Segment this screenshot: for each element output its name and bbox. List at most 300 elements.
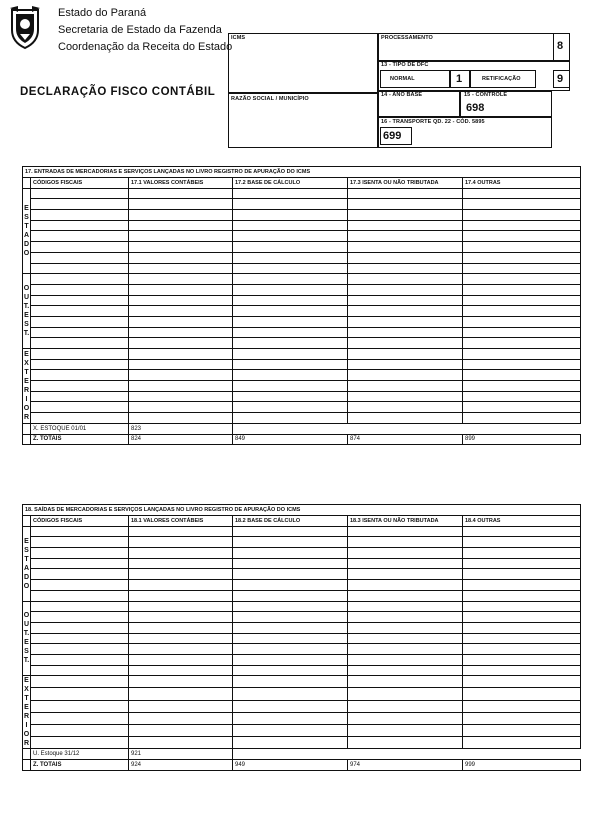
field-code-cell[interactable] [463, 327, 581, 338]
field-code-cell[interactable] [233, 526, 348, 537]
fiscal-code-cell [31, 188, 129, 199]
field-code-cell[interactable] [233, 338, 348, 349]
table-row [23, 381, 581, 392]
field-code-cell[interactable] [463, 199, 581, 210]
fiscal-code-cell [31, 391, 129, 402]
group-label [23, 601, 31, 676]
table-row [23, 284, 581, 295]
table-row [23, 295, 581, 306]
table-row [23, 569, 581, 580]
table-row [23, 622, 581, 633]
totals-label: Z. TOTAIS [31, 434, 129, 445]
field-code-cell[interactable] [233, 737, 348, 749]
field-code-cell[interactable] [129, 370, 233, 381]
field-code-cell[interactable] [233, 665, 348, 676]
field-code-cell[interactable] [233, 284, 348, 295]
table-row [23, 688, 581, 700]
row-spacer [23, 423, 31, 434]
field-code-cell[interactable] [233, 712, 348, 724]
field-code-cell[interactable] [129, 644, 233, 655]
table-row [23, 199, 581, 210]
table-row [23, 558, 581, 569]
controle-label: 15 - CONTROLE [464, 92, 508, 98]
field-code-cell[interactable] [348, 210, 463, 221]
field-code-cell[interactable] [129, 231, 233, 242]
totals-code[interactable]: 824 [129, 434, 233, 445]
table-row [23, 338, 581, 349]
transporte-label: 16 - TRANSPORTE QD. 22 - CÓD. 5895 [381, 119, 485, 125]
section-title: 17. ENTRADAS DE MERCADORIAS E SERVIÇOS LANÇADAS NO LIVRO REGISTRO DE APURAÇÃO DO ICMS [23, 167, 581, 178]
field-code-cell[interactable] [463, 413, 581, 424]
fiscal-code-cell [31, 654, 129, 665]
group-label [23, 526, 31, 601]
field-code-cell[interactable] [463, 306, 581, 317]
field-code-cell[interactable] [129, 712, 233, 724]
field-code-cell[interactable] [348, 712, 463, 724]
field-code-cell[interactable] [348, 252, 463, 263]
fiscal-code-cell [31, 306, 129, 317]
field-code-cell[interactable] [463, 700, 581, 712]
fiscal-code-cell [31, 316, 129, 327]
fiscal-code-cell [31, 370, 129, 381]
field-code-cell[interactable] [348, 622, 463, 633]
fiscal-code-cell [31, 569, 129, 580]
fiscal-code-cell [31, 612, 129, 623]
estoque-label: U. Estoque 31/12 [31, 749, 129, 760]
column-header: 17.2 BASE DE CÁLCULO [233, 178, 348, 189]
field-code-cell[interactable] [233, 590, 348, 601]
field-code-cell[interactable] [129, 349, 233, 360]
column-header: 18.2 BASE DE CÁLCULO [233, 516, 348, 527]
table-row [23, 526, 581, 537]
field-code-cell[interactable] [348, 349, 463, 360]
processamento-label: PROCESSAMENTO [381, 35, 433, 41]
table-row [23, 391, 581, 402]
field-code-cell[interactable] [348, 737, 463, 749]
field-code-cell[interactable] [233, 402, 348, 413]
field-code-cell[interactable] [463, 601, 581, 612]
field-code-cell[interactable] [463, 295, 581, 306]
transporte-value: 699 [383, 130, 402, 142]
table-row [23, 370, 581, 381]
field-code-cell[interactable] [463, 263, 581, 274]
column-header: 18.1 VALORES CONTÁBEIS [129, 516, 233, 527]
field-code-cell[interactable] [233, 654, 348, 665]
group-label [23, 349, 31, 424]
field-code-cell[interactable] [129, 601, 233, 612]
field-code-cell[interactable] [463, 737, 581, 749]
fiscal-code-cell [31, 338, 129, 349]
fiscal-code-cell [31, 359, 129, 370]
field-code-cell[interactable] [129, 558, 233, 569]
field-code-cell[interactable] [233, 295, 348, 306]
field-code-cell[interactable] [129, 284, 233, 295]
field-code-cell[interactable] [463, 391, 581, 402]
table-row [23, 737, 581, 749]
fiscal-code-cell [31, 548, 129, 559]
fiscal-code-cell [31, 676, 129, 688]
field-code-cell[interactable] [348, 220, 463, 231]
tipo-value: 1 [456, 73, 463, 85]
field-code-cell[interactable] [348, 381, 463, 392]
field-code-cell[interactable] [129, 210, 233, 221]
field-code-cell[interactable] [233, 199, 348, 210]
field-code-cell[interactable] [463, 622, 581, 633]
field-code-cell[interactable] [129, 676, 233, 688]
field-code-cell[interactable] [129, 537, 233, 548]
fiscal-code-cell [31, 590, 129, 601]
field-code-cell[interactable] [233, 252, 348, 263]
field-code-cell[interactable] [348, 263, 463, 274]
column-header: CÓDIGOS FISCAIS [31, 516, 129, 527]
field-code-cell[interactable] [233, 381, 348, 392]
field-code-cell[interactable] [233, 688, 348, 700]
state-name: Estado do Paraná [58, 7, 147, 19]
field-code-cell[interactable] [463, 252, 581, 263]
field-code-cell[interactable] [348, 391, 463, 402]
field-code-cell[interactable] [233, 220, 348, 231]
field-code-cell[interactable] [233, 633, 348, 644]
estoque-blank [233, 749, 581, 760]
field-code-cell[interactable] [233, 676, 348, 688]
field-code-cell[interactable] [348, 231, 463, 242]
table-row [23, 274, 581, 285]
field-code-cell[interactable] [348, 724, 463, 736]
field-code-cell[interactable] [348, 284, 463, 295]
table-row [23, 676, 581, 688]
fiscal-code-cell [31, 688, 129, 700]
field-code-cell[interactable] [348, 644, 463, 655]
field-code-cell[interactable] [233, 242, 348, 253]
field-code-cell[interactable] [233, 263, 348, 274]
field-code-cell[interactable] [463, 242, 581, 253]
field-code-cell[interactable] [233, 274, 348, 285]
fiscal-code-cell [31, 242, 129, 253]
row-spacer [23, 749, 31, 760]
field-code-cell[interactable] [129, 590, 233, 601]
field-code-cell[interactable] [129, 737, 233, 749]
field-code-cell[interactable] [348, 688, 463, 700]
field-code-cell[interactable] [348, 537, 463, 548]
field-code-cell[interactable] [348, 295, 463, 306]
field-code-cell[interactable] [129, 359, 233, 370]
field-code-cell[interactable] [129, 548, 233, 559]
column-header-row [23, 516, 581, 527]
field-code-cell[interactable] [463, 188, 581, 199]
field-code-cell[interactable] [233, 188, 348, 199]
field-code-cell[interactable] [129, 274, 233, 285]
field-code-cell[interactable] [463, 274, 581, 285]
field-code-cell[interactable] [348, 676, 463, 688]
fiscal-code-cell [31, 712, 129, 724]
field-code-cell[interactable] [129, 338, 233, 349]
field-code-cell[interactable] [463, 590, 581, 601]
field-code-cell[interactable] [129, 242, 233, 253]
processamento-digit: 8 [557, 40, 564, 52]
field-code-cell[interactable] [233, 210, 348, 221]
column-header: 17.4 OUTRAS [463, 178, 581, 189]
field-code-cell[interactable] [129, 622, 233, 633]
totals-code[interactable]: 874 [348, 434, 463, 445]
field-code-cell[interactable] [348, 590, 463, 601]
fiscal-code-cell [31, 724, 129, 736]
column-header-row [23, 178, 581, 189]
field-code-cell[interactable] [348, 413, 463, 424]
field-code-cell[interactable] [233, 391, 348, 402]
field-code-cell[interactable] [129, 263, 233, 274]
field-code-cell[interactable] [463, 381, 581, 392]
field-code-cell[interactable] [129, 526, 233, 537]
field-code-cell[interactable] [233, 622, 348, 633]
column-header: 17.3 ISENTA OU NÃO TRIBUTADA [348, 178, 463, 189]
field-code-cell[interactable] [129, 391, 233, 402]
fiscal-code-cell [31, 700, 129, 712]
fiscal-code-cell [31, 558, 129, 569]
header-spacer [23, 178, 31, 189]
field-code-cell[interactable] [129, 612, 233, 623]
field-code-cell[interactable] [129, 654, 233, 665]
field-code-cell[interactable] [463, 316, 581, 327]
field-code-cell[interactable] [348, 370, 463, 381]
fiscal-code-cell [31, 413, 129, 424]
field-code-cell[interactable] [129, 402, 233, 413]
group-label-text: OUT.EST. [23, 285, 30, 338]
field-code-cell[interactable] [129, 724, 233, 736]
table-row [23, 644, 581, 655]
field-code-cell[interactable] [463, 548, 581, 559]
field-code-cell[interactable] [233, 231, 348, 242]
table-row [23, 712, 581, 724]
field-code-cell[interactable] [129, 700, 233, 712]
field-code-cell[interactable] [233, 413, 348, 424]
fiscal-code-cell [31, 252, 129, 263]
field-code-cell[interactable] [463, 633, 581, 644]
field-code-cell[interactable] [348, 306, 463, 317]
field-code-cell[interactable] [129, 665, 233, 676]
field-code-cell[interactable] [233, 569, 348, 580]
field-code-cell[interactable] [233, 359, 348, 370]
header-spacer [23, 516, 31, 527]
field-code-cell[interactable] [348, 558, 463, 569]
field-code-cell[interactable] [463, 676, 581, 688]
fiscal-code-cell [31, 210, 129, 221]
field-code-cell[interactable] [463, 210, 581, 221]
field-code-cell[interactable] [233, 548, 348, 559]
field-code-cell[interactable] [463, 231, 581, 242]
field-code-cell[interactable] [463, 220, 581, 231]
fiscal-code-cell [31, 402, 129, 413]
field-code-cell[interactable] [348, 665, 463, 676]
column-header: 18.4 OUTRAS [463, 516, 581, 527]
field-code-cell[interactable] [463, 644, 581, 655]
icms-box[interactable] [228, 33, 378, 93]
field-code-cell[interactable] [233, 537, 348, 548]
field-code-cell[interactable] [348, 316, 463, 327]
group-label-text: OUT.EST. [23, 612, 30, 665]
field-code-cell[interactable] [233, 370, 348, 381]
field-code-cell[interactable] [463, 654, 581, 665]
field-code-cell[interactable] [129, 413, 233, 424]
estoque-code[interactable]: 921 [129, 749, 233, 760]
group-label-text: ESTADO [23, 537, 30, 590]
field-code-cell[interactable] [348, 654, 463, 665]
field-code-cell[interactable] [348, 359, 463, 370]
field-code-cell[interactable] [233, 612, 348, 623]
field-code-cell[interactable] [129, 252, 233, 263]
group-label [23, 274, 31, 349]
table-row [23, 188, 581, 199]
page-title: DECLARAÇÃO FISCO CONTÁBIL [20, 86, 216, 98]
group-label-text: EXTERIOR [23, 677, 30, 748]
table-row [23, 210, 581, 221]
field-code-cell[interactable] [348, 338, 463, 349]
field-code-cell[interactable] [348, 633, 463, 644]
field-code-cell[interactable] [463, 558, 581, 569]
field-code-cell[interactable] [348, 274, 463, 285]
field-code-cell[interactable] [463, 569, 581, 580]
field-code-cell[interactable] [233, 306, 348, 317]
field-code-cell[interactable] [129, 295, 233, 306]
field-code-cell[interactable] [129, 569, 233, 580]
field-code-cell[interactable] [463, 712, 581, 724]
fiscal-code-cell [31, 327, 129, 338]
field-code-cell[interactable] [233, 316, 348, 327]
fiscal-code-cell [31, 284, 129, 295]
secretariat-name: Secretaria de Estado da Fazenda [58, 24, 222, 36]
column-header: 17.1 VALORES CONTÁBEIS [129, 178, 233, 189]
field-code-cell[interactable] [348, 327, 463, 338]
field-code-cell[interactable] [233, 724, 348, 736]
field-code-cell[interactable] [129, 220, 233, 231]
field-code-cell[interactable] [463, 349, 581, 360]
field-code-cell[interactable] [348, 526, 463, 537]
table-row [23, 537, 581, 548]
totals-row [23, 760, 581, 771]
entradas-table [22, 166, 581, 445]
column-header: 18.3 ISENTA OU NÃO TRIBUTADA [348, 516, 463, 527]
table-row [23, 231, 581, 242]
fiscal-code-cell [31, 295, 129, 306]
fiscal-code-cell [31, 199, 129, 210]
field-code-cell[interactable] [348, 612, 463, 623]
field-code-cell[interactable] [233, 558, 348, 569]
section-title-row [23, 167, 581, 178]
field-code-cell[interactable] [348, 199, 463, 210]
totals-code[interactable]: 924 [129, 760, 233, 771]
field-code-cell[interactable] [348, 402, 463, 413]
row-spacer [23, 434, 31, 445]
field-code-cell[interactable] [129, 316, 233, 327]
table-row [23, 316, 581, 327]
fiscal-code-cell [31, 644, 129, 655]
icms-label: ICMS [231, 35, 246, 41]
retificacao-label: RETIFICAÇÃO [482, 76, 521, 82]
field-code-cell[interactable] [348, 569, 463, 580]
table-row [23, 601, 581, 612]
field-code-cell[interactable] [129, 199, 233, 210]
column-header: CÓDIGOS FISCAIS [31, 178, 129, 189]
fiscal-code-cell [31, 537, 129, 548]
totals-code[interactable]: 849 [233, 434, 348, 445]
field-code-cell[interactable] [348, 700, 463, 712]
field-code-cell[interactable] [463, 688, 581, 700]
totals-code[interactable]: 999 [463, 760, 581, 771]
field-code-cell[interactable] [233, 580, 348, 591]
field-code-cell[interactable] [129, 306, 233, 317]
field-code-cell[interactable] [129, 188, 233, 199]
table-row [23, 220, 581, 231]
table-row [23, 612, 581, 623]
field-code-cell[interactable] [129, 381, 233, 392]
field-code-cell[interactable] [463, 402, 581, 413]
field-code-cell[interactable] [233, 644, 348, 655]
field-code-cell[interactable] [348, 601, 463, 612]
estoque-code[interactable]: 823 [129, 423, 233, 434]
fiscal-code-cell [31, 349, 129, 360]
group-label-text: ESTADO [23, 204, 30, 257]
table-row [23, 327, 581, 338]
fiscal-code-cell [31, 580, 129, 591]
table-row [23, 413, 581, 424]
field-code-cell[interactable] [348, 548, 463, 559]
fiscal-code-cell [31, 526, 129, 537]
fiscal-code-cell [31, 601, 129, 612]
totals-code[interactable]: 949 [233, 760, 348, 771]
field-code-cell[interactable] [463, 612, 581, 623]
field-code-cell[interactable] [233, 349, 348, 360]
field-code-cell[interactable] [463, 359, 581, 370]
ano-base-label: 14 - ANO BASE [381, 92, 423, 98]
totals-code[interactable]: 899 [463, 434, 581, 445]
table-row [23, 402, 581, 413]
field-code-cell[interactable] [348, 242, 463, 253]
table-row [23, 633, 581, 644]
group-label [23, 676, 31, 749]
field-code-cell[interactable] [463, 526, 581, 537]
field-code-cell[interactable] [129, 580, 233, 591]
row-spacer [23, 760, 31, 771]
field-code-cell[interactable] [463, 724, 581, 736]
fiscal-code-cell [31, 622, 129, 633]
estoque-blank [233, 423, 581, 434]
field-code-cell[interactable] [348, 188, 463, 199]
table-row [23, 359, 581, 370]
section-title: 18. SAÍDAS DE MERCADORIAS E SERVIÇOS LANÇADAS NO LIVRO REGISTRO DE APURAÇÃO DO ICMS [23, 505, 581, 516]
field-code-cell[interactable] [463, 665, 581, 676]
field-code-cell[interactable] [233, 327, 348, 338]
field-code-cell[interactable] [129, 327, 233, 338]
totals-code[interactable]: 974 [348, 760, 463, 771]
field-code-cell[interactable] [233, 700, 348, 712]
field-code-cell[interactable] [233, 601, 348, 612]
saidas-table [22, 504, 581, 771]
field-code-cell[interactable] [463, 338, 581, 349]
field-code-cell[interactable] [129, 688, 233, 700]
totals-row [23, 434, 581, 445]
field-code-cell[interactable] [463, 284, 581, 295]
fiscal-code-cell [31, 263, 129, 274]
field-code-cell[interactable] [129, 633, 233, 644]
table-row [23, 665, 581, 676]
field-code-cell[interactable] [463, 580, 581, 591]
field-code-cell[interactable] [463, 370, 581, 381]
field-code-cell[interactable] [463, 537, 581, 548]
fiscal-code-cell [31, 274, 129, 285]
field-code-cell[interactable] [348, 580, 463, 591]
tipo-digit: 9 [557, 73, 564, 85]
estoque-row [23, 749, 581, 760]
table-row [23, 263, 581, 274]
